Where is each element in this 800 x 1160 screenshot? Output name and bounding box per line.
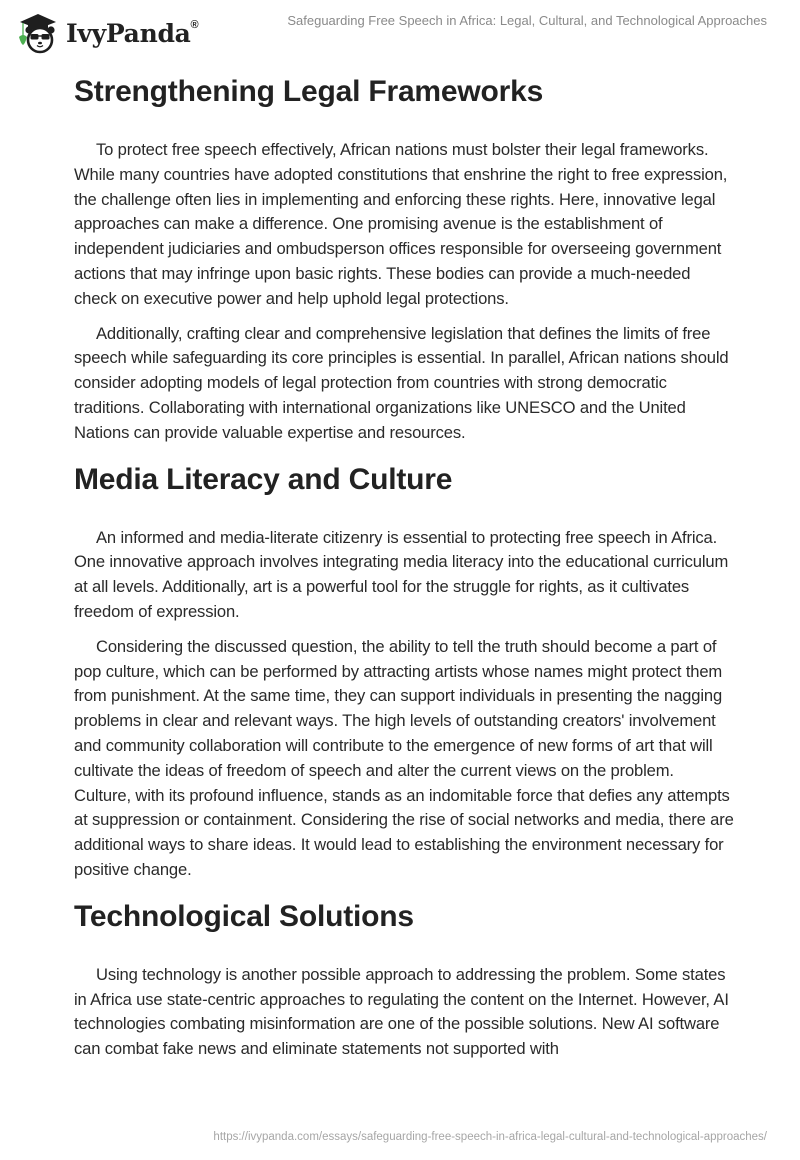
paragraph: Considering the discussed question, the ability to tell the truth should become a part of pop culture, which can be performed by attracting artists whose names might protect them from punishment. At the same time, they can support individuals in presenting the nagging problems in clear and relevant ways. The high levels of outstanding creators' involvement and community collaboration will contribute to the emergence of new forms of art that will cultivate the ideas of freedom of speech and alter the current views on the problem. Culture, with its profound influence, stands as an indomitable force that defies any attempts at suppression or containment. Considering the rise of social networks and media, there are additional ways to share ideas. It would lead to establishing the environment necessary for positive change. <box>74 636 734 879</box>
document-title: Safeguarding Free Speech in Africa: Legal, Cultural, and Technological Approaches <box>287 13 767 28</box>
paragraph: To protect free speech effectively, African nations must bolster their legal frameworks. While many countries have adopted constitutions that enshrine the right to free expression, the challenge often lies in implementing and enforcing these rights. Here, innovative legal approaches can make a difference. One promising avenue is the establishment of independent judiciaries and ombudsperson offices responsible for overseeing government actions that may infringe upon basic rights. These bodies can provide a much-needed check on executive power and help uphold legal protections. <box>74 140 728 308</box>
essay-content <box>74 72 734 1062</box>
registered-mark: ® <box>190 19 199 32</box>
section-heading-legal-frameworks: Strengthening Legal Frameworks <box>74 75 544 108</box>
page-header <box>0 0 800 60</box>
logo-text: IvyPanda® <box>66 18 199 48</box>
section-heading-technological-solutions: Technological Solutions <box>74 899 414 933</box>
paragraph: An informed and media-literate citizenry is essential to protecting free speech in Africa. One innovative approach involves integrating media literacy into the educational curriculum at all levels. Additionally, art is a powerful tool for the struggle for rights, as it cultivates freedom of expression. <box>74 527 729 621</box>
ivypanda-logo[interactable] <box>16 8 198 56</box>
panda-graduate-icon <box>16 10 60 54</box>
paragraph: Additionally, crafting clear and comprehensive legislation that defines the limits of free speech while safeguarding its core principles is essential. In parallel, African nations should consider adopting models of legal protection from countries with strong democratic traditions. Collaborating with international organizations like UNESCO and the United Nations can provide valuable expertise and resources. <box>74 323 729 442</box>
paragraph: Using technology is another possible approach to addressing the problem. Some states in Africa use state-centric approaches to regulating the content on the Internet. However, AI technologies combating misinformation are one of the possible solutions. New AI software can combat fake news and eliminate statements not supported with <box>74 964 729 1059</box>
source-url[interactable]: https://ivypanda.com/essays/safeguarding-free-speech-in-africa-legal-cultural-and-technological-approaches/ <box>213 1131 767 1143</box>
section-heading-media-literacy: Media Literacy and Culture <box>74 462 453 496</box>
